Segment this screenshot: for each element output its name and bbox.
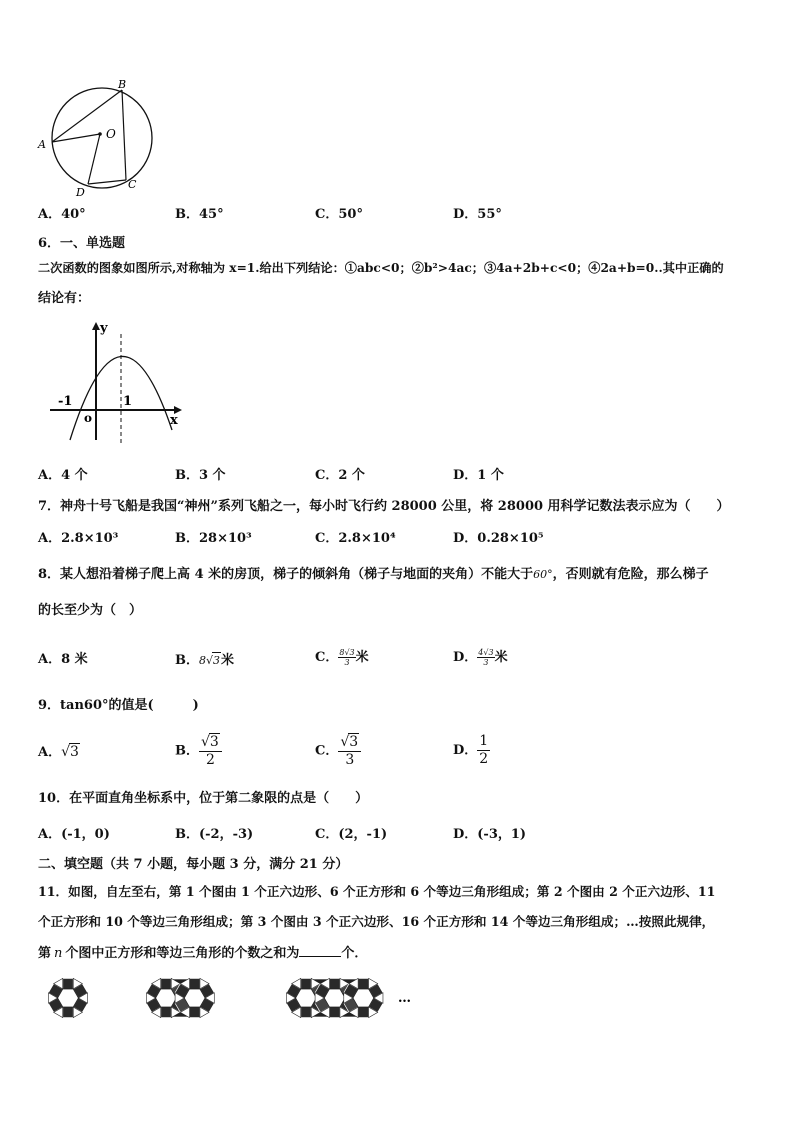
q8-c-num: 8√3 — [339, 648, 355, 657]
chord-bc — [122, 90, 126, 180]
q9-a-prefix: A． — [38, 745, 62, 760]
q8-d-prefix: D． — [453, 650, 478, 665]
q9-b-den: 2 — [205, 752, 215, 768]
label-a: A — [38, 138, 46, 151]
pattern-square — [63, 978, 74, 989]
q9-option-c: C． $\frac{√3}{3}$ — [315, 733, 361, 769]
q8-c-den: 3 — [344, 658, 350, 667]
q8-b-unit: 米 — [221, 653, 235, 668]
q10-option-a: A．(-1，0) — [38, 827, 110, 842]
circle-figure — [34, 74, 164, 200]
q9-b-prefix: B． — [175, 743, 199, 759]
parabola-graph — [44, 318, 190, 448]
hexagon-pattern-figures — [40, 972, 420, 1028]
q8-c-unit: 米 — [355, 650, 369, 665]
q9-option-d — [453, 733, 490, 768]
q8-d-num: 4√3 — [478, 648, 494, 657]
q10-option-d: D．(-3，1) — [453, 827, 527, 842]
label-o: O — [106, 127, 116, 141]
pattern-square — [358, 1007, 369, 1018]
q9-b-radicand: 3 — [209, 734, 219, 750]
q9-a-radicand: 3 — [70, 744, 79, 760]
q9-c-prefix: C． — [315, 743, 339, 759]
origin-label: o — [84, 411, 93, 425]
q7-option-c: C．2.8×10⁴ — [315, 531, 396, 546]
center-point — [98, 132, 102, 136]
q8-option-c — [315, 648, 369, 667]
pattern-square — [301, 978, 312, 989]
q11-line3-pre: 第 — [38, 946, 52, 961]
q8-stem-line2: 的长至少为（ ） — [38, 603, 143, 618]
q8-d-den: 3 — [483, 658, 489, 667]
q8-angle: 60° — [533, 568, 553, 581]
pattern-square — [329, 978, 340, 989]
q8-b-radicand: 3 — [213, 654, 221, 667]
q9-d-den: 2 — [479, 751, 489, 767]
q5-option-a: A．40° — [38, 207, 86, 222]
label-b: B — [118, 78, 127, 91]
q10-option-b: B．(-2，-3) — [175, 827, 254, 842]
pattern-square — [161, 978, 172, 989]
pattern-square — [189, 978, 200, 989]
q10-option-c: C．(2，-1) — [315, 827, 388, 842]
label-c: C — [128, 178, 137, 191]
q10-stem: 10．在平面直角坐标系中，位于第二象限的点是（ ） — [38, 791, 369, 806]
q7-option-d: D．0.28×10⁵ — [453, 531, 544, 546]
q5-option-b: B．45° — [175, 207, 224, 222]
q11-line3-mid: 个图中正方形和等边三角形的个数之和为 — [65, 946, 300, 961]
q9-option-a: A．√3 — [38, 744, 79, 760]
radius-od — [88, 134, 100, 184]
q11-line1: 11．如图，自左至右，第 1 个图由 1 个正六边形、6 个正方形和 6 个等边三角形组成；第 2 个图由 2 个正六边形、11 — [38, 884, 716, 899]
section2-title: 二、填空题（共 7 小题，每小题 3 分，满分 21 分） — [38, 857, 349, 872]
chord-dc — [88, 180, 126, 184]
q6-stem-line1: 二次函数的图象如图所示,对称轴为 x=1.给出下列结论：①abc<0；②b²>4ac；③4a+2b+c<0；④2a+b=0..其中正确的 — [38, 261, 724, 275]
q8-option-b: B．8√3米 — [175, 653, 235, 668]
q8-b-prefix: B． — [175, 653, 199, 668]
q11-line2: 个正方形和 10 个等边三角形组成；第 3 个图由 3 个正六边形、16 个正方形和 14 个等边三角形组成；…按照此规律， — [38, 914, 715, 929]
q9-c-den: 3 — [345, 752, 355, 768]
q6-option-c: C．2 个 — [315, 468, 365, 483]
q6-header: 6．一、单选题 — [38, 236, 126, 251]
q11-line3-post: 个． — [341, 946, 368, 961]
q7-option-a: A．2.8×10³ — [38, 531, 119, 546]
q8-b-coef: 8 — [199, 654, 206, 667]
q11-var-n: n — [54, 946, 63, 961]
q7-stem: 7．神舟十号飞船是我国“神州”系列飞船之一，每小时飞行约 28000 公里，将 28000 用科学记数法表示应为（ ） — [38, 499, 730, 514]
pattern-square — [63, 1007, 74, 1018]
q5-option-c: C．50° — [315, 207, 363, 222]
one-label: 1 — [123, 394, 133, 409]
x-label: x — [170, 413, 178, 428]
y-label: y — [100, 321, 108, 336]
q11-line3 — [38, 946, 367, 962]
q7-option-b: B．28×10³ — [175, 531, 252, 546]
q9-option-b: B． $\frac{√3}{2}$ — [175, 733, 222, 769]
neg-one-label: -1 — [58, 394, 73, 409]
q6-option-b: B．3 个 — [175, 468, 226, 483]
q6-option-a: A．4 个 — [38, 468, 88, 483]
radius-ao — [52, 134, 100, 142]
pattern-square — [329, 1007, 340, 1018]
q9-stem: 9．tan60°的值是( ) — [38, 698, 199, 713]
q8-stem-part1: 8．某人想沿着梯子爬上高 4 米的房顶，梯子的倾斜角（梯子与地面的夹角）不能大于 — [38, 567, 534, 582]
q8-stem-line1 — [38, 567, 709, 583]
pattern-ellipsis: … — [398, 991, 411, 1006]
q9-d-num: 1 — [479, 733, 489, 749]
q6-stem-line2: 结论有： — [38, 291, 91, 306]
pattern-square — [161, 1007, 172, 1018]
pattern-square — [189, 1007, 200, 1018]
q6-option-d: D．1 个 — [453, 468, 504, 483]
q8-option-d — [453, 648, 508, 667]
q9-d-prefix: D． — [453, 743, 478, 758]
q8-c-prefix: C． — [315, 650, 339, 665]
pattern-square — [301, 1007, 312, 1018]
q5-option-d: D．55° — [453, 207, 502, 222]
q8-option-a: A．8 米 — [38, 652, 88, 667]
answer-blank[interactable] — [299, 956, 341, 957]
y-axis-arrow — [92, 322, 100, 330]
circle-outline — [52, 88, 152, 188]
q9-c-radicand: 3 — [349, 734, 359, 750]
label-d: D — [76, 186, 85, 199]
q8-d-unit: 米 — [494, 650, 508, 665]
pattern-square — [358, 978, 369, 989]
q8-stem-part2: ，否则就有危险，那么梯子 — [552, 567, 709, 582]
